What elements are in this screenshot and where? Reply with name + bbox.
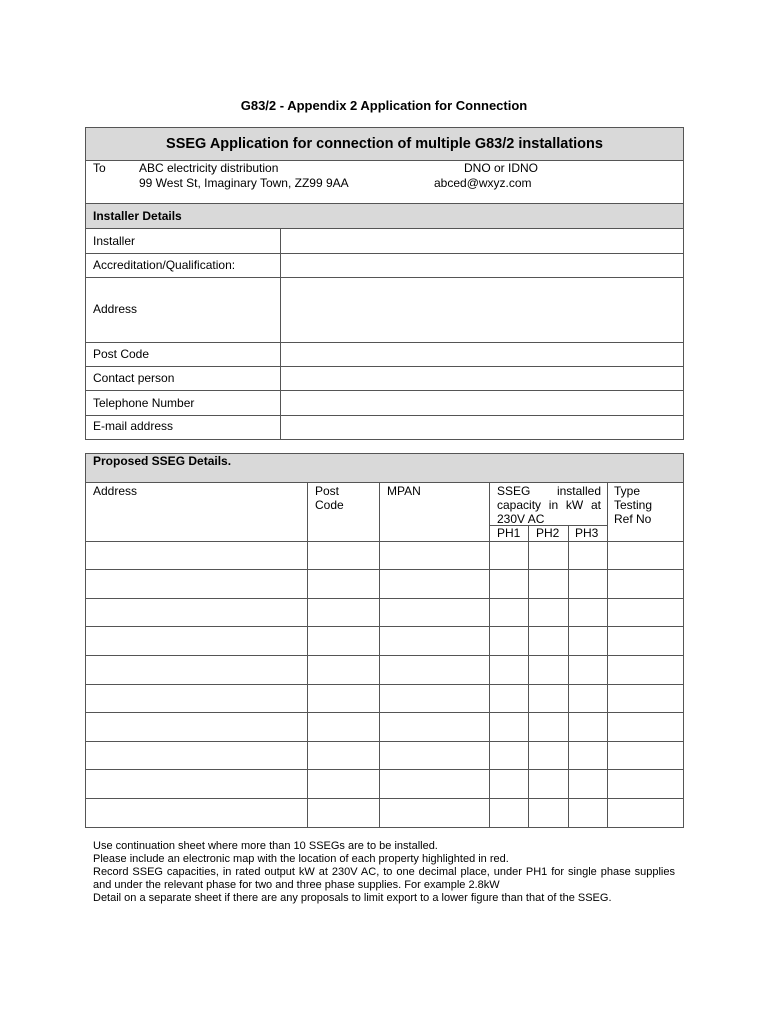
- col-ph3: PH3: [575, 526, 599, 540]
- accreditation-label: Accreditation/Qualification:: [93, 258, 236, 272]
- telephone-field[interactable]: [282, 391, 682, 414]
- post-code-field[interactable]: [282, 343, 682, 365]
- sseg-row-6[interactable]: [86, 685, 683, 712]
- sseg-row-5[interactable]: [86, 656, 683, 683]
- sseg-row-9[interactable]: [86, 770, 683, 797]
- col-post-code-line2: Code: [315, 498, 344, 512]
- sseg-row-4[interactable]: [86, 627, 683, 654]
- proposed-heading: Proposed SSEG Details.: [93, 454, 232, 468]
- col-mpan: MPAN: [387, 484, 421, 498]
- telephone-label: Telephone Number: [93, 396, 195, 410]
- sseg-row-10[interactable]: [86, 799, 683, 826]
- contact-person-field[interactable]: [282, 367, 682, 389]
- col-ph2: PH2: [536, 526, 560, 540]
- col-capacity-line1: SSEG installed: [497, 484, 601, 498]
- col-ph1: PH1: [497, 526, 521, 540]
- col-capacity-line2: capacity in kW at: [497, 498, 601, 512]
- col-post-code-line1: Post: [315, 484, 340, 498]
- installer-field[interactable]: [282, 229, 682, 252]
- sseg-row-1[interactable]: [86, 542, 683, 569]
- note-export-limit: Detail on a separate sheet if there are any proposals to limit export to a lower figure than that of the SSEG.: [93, 892, 612, 904]
- document-title: G83/2 - Appendix 2 Application for Connection: [240, 98, 528, 113]
- note-continuation: Use continuation sheet where more than 10 SSEGs are to be installed.: [93, 840, 438, 852]
- email-label: E-mail address: [93, 419, 174, 433]
- address-label: Address: [93, 302, 138, 316]
- sseg-row-8[interactable]: [86, 742, 683, 769]
- form-header-title: SSEG Application for connection of multiple G83/2 installations: [166, 136, 603, 152]
- dno-label: DNO or IDNO: [464, 161, 539, 175]
- address-field[interactable]: [282, 278, 682, 341]
- contact-person-label: Contact person: [93, 371, 175, 385]
- col-address: Address: [93, 484, 138, 498]
- accreditation-field[interactable]: [282, 254, 682, 276]
- col-type-line2: Testing: [614, 498, 653, 512]
- post-code-label: Post Code: [93, 347, 150, 361]
- installer-label: Installer: [93, 234, 136, 248]
- col-type-line3: Ref No: [614, 512, 652, 526]
- to-label: To: [93, 161, 106, 175]
- note-map: Please include an electronic map with the location of each property highlighted in red.: [93, 853, 509, 865]
- recipient-name: ABC electricity distribution: [139, 161, 279, 175]
- recipient-email: abced@wxyz.com: [434, 176, 532, 190]
- instructions-notes: [93, 840, 675, 905]
- sseg-row-2[interactable]: [86, 570, 683, 597]
- sseg-row-7[interactable]: [86, 713, 683, 740]
- note-record-capacities: Record SSEG capacities, in rated output kW at 230V AC, to one decimal place, under PH1 for single phase supplies and under the relevant phase for two and three phase supplies. For example 2.8kW: [93, 866, 675, 891]
- recipient-address: 99 West St, Imaginary Town, ZZ99 9AA: [139, 176, 349, 190]
- installer-heading: Installer Details: [93, 209, 182, 223]
- email-field[interactable]: [282, 416, 682, 438]
- sseg-row-3[interactable]: [86, 599, 683, 626]
- col-capacity-line3: 230V AC: [497, 512, 545, 526]
- col-type-line1: Type: [614, 484, 641, 498]
